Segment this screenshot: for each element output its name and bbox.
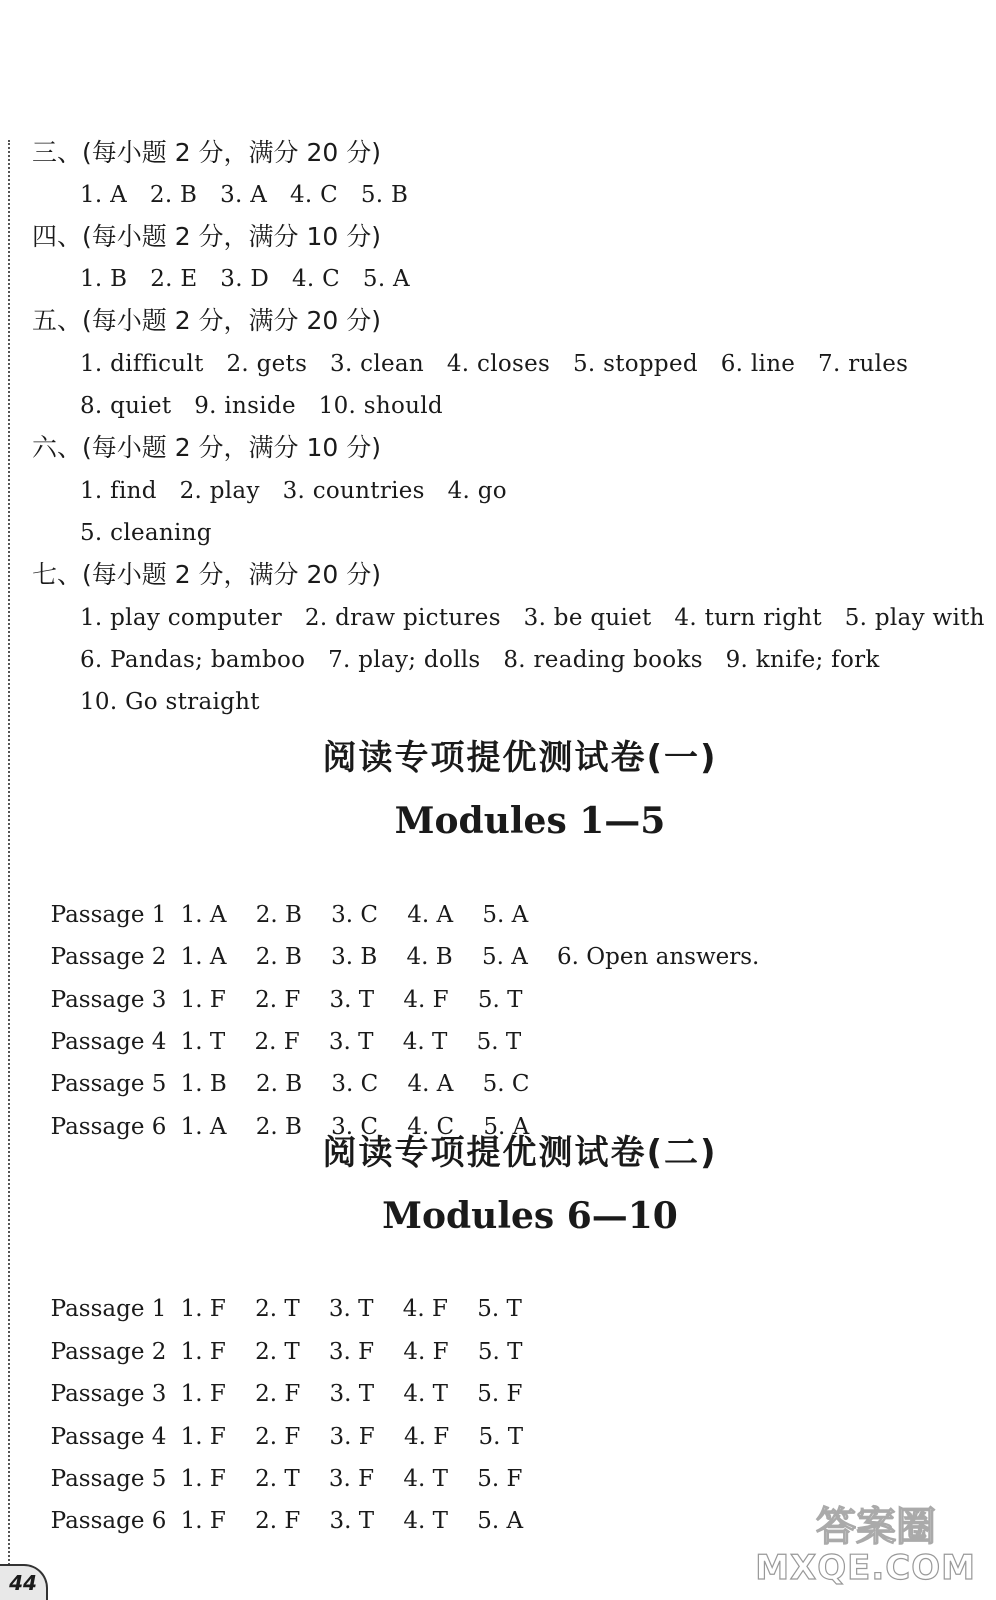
passage-label: Passage 6 [50,1114,167,1140]
passage-answers: 1. F 2. F 3. T 4. T 5. F [180,1381,523,1407]
passage-label: Passage 5 [50,1466,167,1492]
passage-label: Passage 6 [50,1508,167,1534]
section-heading-3: 三、(每小题 2 分，满分 20 分) [32,138,382,167]
section-heading-5: 五、(每小题 2 分，满分 20 分) [32,306,382,335]
answer-line: 8. quiet 9. inside 10. should [80,393,443,419]
passage-answers: 1. F 2. F 3. T 4. F 5. T [180,987,523,1013]
passage-answers: 1. F 2. T 3. T 4. F 5. T [180,1296,522,1322]
passage-label: Passage 1 [50,902,167,928]
passage-answers: 1. F 2. F 3. T 4. T 5. A [180,1508,524,1534]
answer-line: 1. A 2. B 3. A 4. C 5. B [80,182,409,208]
passage-label: Passage 2 [50,1339,167,1365]
passage-label: Passage 5 [50,1071,167,1097]
passage-label: Passage 3 [50,1381,167,1407]
passage-answers: 1. F 2. F 3. F 4. F 5. T [180,1424,524,1450]
passage-answers: 1. T 2. F 3. T 4. T 5. T [180,1029,522,1055]
passage-answers: 1. F 2. T 3. F 4. T 5. F [180,1466,523,1492]
margin-dotted-line [8,140,10,1600]
passage-label: Passage 1 [50,1296,167,1322]
watermark-logo [755,1498,976,1588]
answer-line: 10. Go straight [80,689,260,715]
passage-label: Passage 3 [50,987,167,1013]
answer-line: 1. play computer 2. draw pictures 3. be quiet 4. turn right 5. play with [80,605,985,631]
passage-row [36,1476,523,1536]
passage-answers: 1. A 2. B 3. C 4. A 5. A [180,902,529,928]
test1-title: 阅读专项提优测试卷(一) [322,738,718,778]
answer-line: 6. Pandas; bamboo 7. play; dolls 8. reading books 9. knife; fork [80,647,880,673]
test2-modules: Modules 6—10 [382,1195,678,1237]
passage-answers: 1. B 2. B 3. C 4. A 5. C [180,1071,530,1097]
passage-label: Passage 4 [50,1424,167,1450]
answer-line: 1. find 2. play 3. countries 4. go [80,478,507,504]
answer-line: 5. cleaning [80,520,212,546]
passage-answers: 1. A 2. B 3. C 4. C 5. A [180,1114,530,1140]
test2-title: 阅读专项提优测试卷(二) [322,1133,718,1173]
passage-label: Passage 4 [50,1029,167,1055]
watermark-url: MXQE.COM [755,1548,976,1588]
test1-modules: Modules 1—5 [394,800,666,842]
passage-answers: 1. A 2. B 3. B 4. B 5. A 6. Open answers. [180,944,760,970]
section-heading-4: 四、(每小题 2 分，满分 10 分) [32,222,382,251]
watermark-cn: 答案圈 [816,1504,936,1550]
section-heading-6: 六、(每小题 2 分，满分 10 分) [32,433,382,462]
section-heading-7: 七、(每小题 2 分，满分 20 分) [32,560,382,589]
passage-answers: 1. F 2. T 3. F 4. F 5. T [180,1339,523,1365]
answer-line: 1. B 2. E 3. D 4. C 5. A [80,266,410,292]
page-number: 44 [0,1564,48,1600]
answer-line: 1. difficult 2. gets 3. clean 4. closes 5. stopped 6. line 7. rules [80,351,909,377]
passage-label: Passage 2 [50,944,167,970]
